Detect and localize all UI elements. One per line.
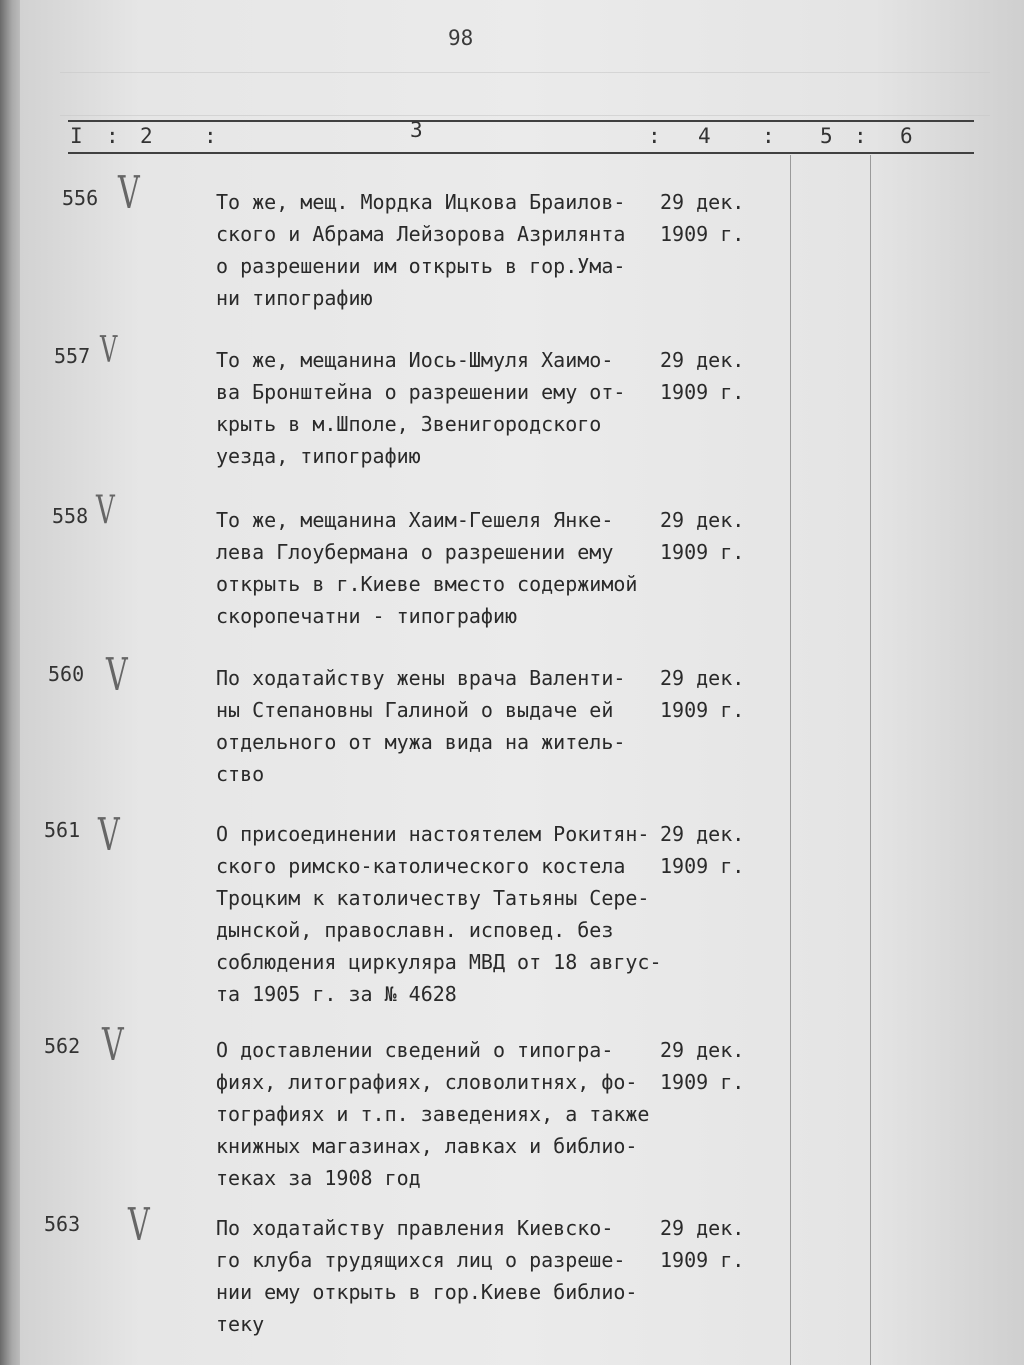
date-line: 29 дек. — [660, 666, 745, 690]
date-line: 1909 г. — [660, 854, 745, 878]
column-separator: : — [204, 124, 217, 148]
entry-description — [216, 1034, 656, 1194]
handwritten-check-mark: V — [102, 1019, 124, 1072]
entry-date — [660, 1034, 790, 1098]
description-line: ского римско-католического костела — [216, 854, 626, 878]
entry-date — [660, 504, 790, 568]
description-line: о разрешении им открыть в гор.Ума- — [216, 254, 626, 278]
column-separator: : — [762, 124, 775, 148]
column-header-5: 5 — [820, 124, 833, 148]
column-divider-4-5 — [790, 155, 791, 1365]
date-line: 1909 г. — [660, 540, 745, 564]
entry-number: 560 — [48, 662, 85, 686]
description-line: книжных магазинах, лавках и библио- — [216, 1134, 638, 1158]
description-line: теку — [216, 1312, 265, 1336]
handwritten-check-mark: V — [98, 809, 120, 862]
entry-description — [216, 662, 656, 790]
date-line: 29 дек. — [660, 348, 745, 372]
description-line: крыть в м.Шполе, Звенигородского — [216, 412, 602, 436]
entry-description — [216, 818, 662, 1010]
entry-date — [660, 186, 790, 250]
entry-number: 562 — [44, 1034, 81, 1058]
description-line: То же, мещ. Мордка Ицкова Браилов- — [216, 190, 626, 214]
handwritten-check-mark: V — [96, 488, 115, 534]
date-line: 1909 г. — [660, 1070, 745, 1094]
column-separator: : — [648, 124, 661, 148]
column-separator: : — [854, 124, 867, 148]
entry-number: 556 — [62, 186, 99, 210]
description-line: ство — [216, 762, 265, 786]
description-line: По ходатайству правления Киевско- — [216, 1216, 614, 1240]
date-line: 29 дек. — [660, 1038, 745, 1062]
entry-description — [216, 504, 656, 632]
date-line: 29 дек. — [660, 1216, 745, 1240]
document-page — [20, 0, 1024, 1365]
entry-number: 563 — [44, 1212, 81, 1236]
description-line: го клуба трудящихся лиц о разреше- — [216, 1248, 626, 1272]
entry-date — [660, 1212, 790, 1276]
description-line: То же, мещанина Иось-Шмуля Хаимо- — [216, 348, 614, 372]
date-line: 29 дек. — [660, 508, 745, 532]
entry-date — [660, 662, 790, 726]
description-line: соблюдения циркуляра МВД от 18 авгус- — [216, 950, 662, 974]
description-line: скоропечатни - типографию — [216, 604, 518, 628]
description-line: ни типографию — [216, 286, 373, 310]
description-line: О присоединении настоятелем Рокитян- — [216, 822, 650, 846]
page-number: 98 — [448, 26, 474, 50]
handwritten-check-mark: V — [106, 649, 128, 702]
entry-description — [216, 344, 656, 472]
column-separator: : — [106, 124, 119, 148]
handwritten-check-mark: V — [100, 329, 118, 371]
column-header-4: 4 — [698, 124, 711, 148]
description-line: ны Степановны Галиной о выдаче ей — [216, 698, 614, 722]
date-line: 1909 г. — [660, 380, 745, 404]
date-line: 29 дек. — [660, 822, 745, 846]
faded-header-bleedthrough — [60, 72, 990, 116]
entry-number: 561 — [44, 818, 81, 842]
entry-date — [660, 344, 790, 408]
description-line: дынской, православн. исповед. без — [216, 918, 614, 942]
description-line: та 1905 г. за № 4628 — [216, 982, 457, 1006]
description-line: уезда, типографию — [216, 444, 421, 468]
description-line: тографиях и т.п. заведениях, а также — [216, 1102, 650, 1126]
left-binding-edge — [0, 0, 20, 1365]
date-line: 1909 г. — [660, 1248, 745, 1272]
description-line: По ходатайству жены врача Валенти- — [216, 666, 626, 690]
description-line: То же, мещанина Хаим-Гешеля Янке- — [216, 508, 614, 532]
entry-number: 558 — [52, 504, 89, 528]
entry-description — [216, 186, 656, 314]
description-line: теках за 1908 год — [216, 1166, 421, 1190]
description-line: ва Бронштейна о разрешении ему от- — [216, 380, 626, 404]
column-header-1: I — [70, 124, 83, 148]
handwritten-check-mark: V — [128, 1199, 150, 1252]
description-line: открыть в г.Киеве вместо содержимой — [216, 572, 638, 596]
description-line: нии ему открыть в гор.Киеве библио- — [216, 1280, 638, 1304]
description-line: Троцким к католичеству Татьяны Серe- — [216, 886, 650, 910]
header-bottom-rule — [68, 152, 974, 154]
description-line: О доставлении сведений о типогра- — [216, 1038, 614, 1062]
column-header-2: 2 — [140, 124, 153, 148]
entry-description — [216, 1212, 656, 1340]
date-line: 1909 г. — [660, 222, 745, 246]
entry-date — [660, 818, 790, 882]
description-line: ского и Абрама Лейзорова Азрилянта — [216, 222, 626, 246]
header-top-rule — [68, 120, 974, 122]
date-line: 1909 г. — [660, 698, 745, 722]
column-divider-5-6 — [870, 155, 871, 1365]
entry-number: 557 — [54, 344, 91, 368]
date-line: 29 дек. — [660, 190, 745, 214]
description-line: отдельного от мужа вида на житель- — [216, 730, 626, 754]
column-header-6: 6 — [900, 124, 913, 148]
handwritten-check-mark: V — [118, 167, 140, 220]
description-line: фиях, литографиях, словолитнях, фо- — [216, 1070, 638, 1094]
description-line: лева Глоубермана о разрешении ему — [216, 540, 614, 564]
column-header-3: 3 — [410, 118, 423, 142]
